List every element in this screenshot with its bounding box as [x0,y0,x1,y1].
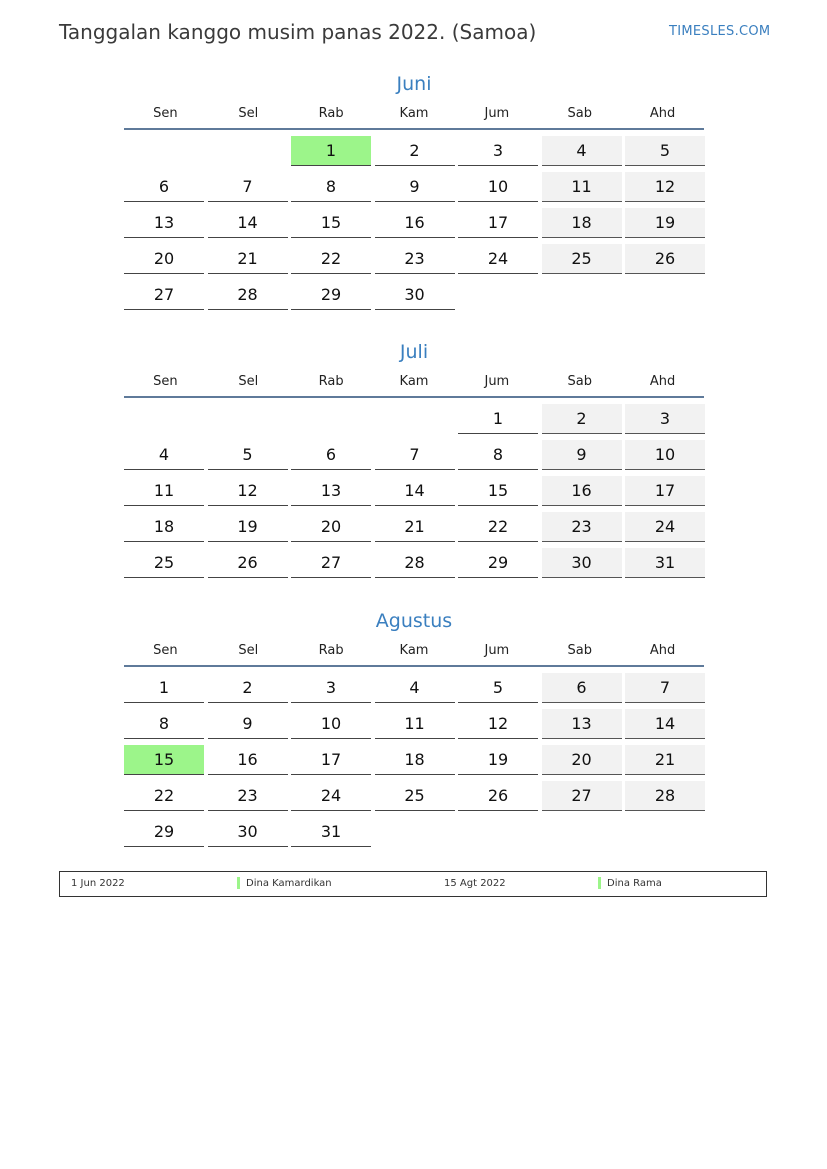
empty-day-cell [291,404,371,433]
holiday-day-cell: 1 [291,136,371,166]
day-cell: 7 [208,172,288,202]
day-cell: 30 [375,280,455,310]
day-cell: 20 [542,745,622,775]
day-cell: 31 [291,817,371,847]
day-cell: 14 [625,709,705,739]
day-cell: 7 [625,673,705,703]
day-cell: 27 [291,548,371,578]
weekday-label: Kam [399,643,429,658]
day-cell: 20 [124,244,204,274]
holiday-legend [59,871,767,897]
day-cell: 12 [625,172,705,202]
day-cell: 5 [625,136,705,166]
day-cell: 19 [458,745,538,775]
day-cell: 12 [208,476,288,506]
day-cell: 22 [458,512,538,542]
day-cell: 16 [542,476,622,506]
day-cell: 19 [208,512,288,542]
legend-label: Dina Rama [607,878,662,889]
day-cell: 29 [124,817,204,847]
day-cell: 6 [291,440,371,470]
day-cell: 4 [542,136,622,166]
day-cell: 9 [542,440,622,470]
weekday-label: Rab [318,643,344,658]
day-cell: 2 [375,136,455,166]
day-cell: 13 [124,208,204,238]
day-cell: 13 [542,709,622,739]
day-cell: 5 [458,673,538,703]
day-grid [124,398,704,578]
day-cell: 18 [124,512,204,542]
day-cell: 21 [625,745,705,775]
day-cell: 3 [625,404,705,434]
day-cell: 25 [542,244,622,274]
weekday-header [124,643,704,667]
day-cell: 23 [542,512,622,542]
day-cell: 1 [124,673,204,703]
legend-color-bar [598,877,601,889]
day-cell: 3 [458,136,538,166]
brand-link[interactable]: TIMESLES.COM [669,24,771,39]
day-cell: 16 [208,745,288,775]
weekday-label: Rab [318,374,344,389]
day-cell: 22 [124,781,204,811]
month-august [124,608,704,847]
month-name: Agustus [375,610,453,632]
day-cell: 6 [542,673,622,703]
legend-color-bar [237,877,240,889]
day-grid [124,130,704,310]
holiday-day-cell: 15 [124,745,204,775]
day-cell: 25 [124,548,204,578]
day-cell: 31 [625,548,705,578]
weekday-label: Sel [238,106,259,121]
day-cell: 30 [542,548,622,578]
day-cell: 18 [375,745,455,775]
day-cell: 27 [124,280,204,310]
day-cell: 28 [625,781,705,811]
day-cell: 15 [458,476,538,506]
day-cell: 24 [625,512,705,542]
weekday-label: Sen [153,374,178,389]
day-cell: 10 [291,709,371,739]
weekday-label: Kam [399,106,429,121]
weekday-header [124,106,704,130]
day-grid [124,667,704,847]
day-cell: 26 [208,548,288,578]
day-cell: 28 [375,548,455,578]
day-cell: 25 [375,781,455,811]
day-cell: 4 [375,673,455,703]
month-name: Juni [396,73,432,95]
empty-day-cell [375,404,455,433]
day-cell: 16 [375,208,455,238]
weekday-label: Sen [153,643,178,658]
weekday-label: Jum [484,643,510,658]
day-cell: 14 [208,208,288,238]
day-cell: 13 [291,476,371,506]
month-june [124,71,704,310]
day-cell: 23 [375,244,455,274]
day-cell: 10 [458,172,538,202]
empty-day-cell [124,136,204,165]
day-cell: 29 [458,548,538,578]
weekday-label: Ahd [649,374,676,389]
weekday-label: Sab [567,643,592,658]
legend-date: 1 Jun 2022 [71,878,125,889]
day-cell: 15 [291,208,371,238]
weekday-label: Sel [238,374,259,389]
day-cell: 8 [458,440,538,470]
weekday-label: Ahd [649,643,676,658]
day-cell: 9 [375,172,455,202]
day-cell: 8 [124,709,204,739]
day-cell: 20 [291,512,371,542]
day-cell: 10 [625,440,705,470]
day-cell: 11 [124,476,204,506]
legend-label: Dina Kamardikan [246,878,332,889]
day-cell: 19 [625,208,705,238]
legend-date: 15 Agt 2022 [444,878,506,889]
day-cell: 11 [375,709,455,739]
day-cell: 17 [458,208,538,238]
day-cell: 7 [375,440,455,470]
day-cell: 21 [375,512,455,542]
day-cell: 22 [291,244,371,274]
day-cell: 1 [458,404,538,434]
day-cell: 24 [291,781,371,811]
empty-day-cell [208,136,288,165]
day-cell: 5 [208,440,288,470]
day-cell: 9 [208,709,288,739]
day-cell: 18 [542,208,622,238]
day-cell: 26 [625,244,705,274]
day-cell: 11 [542,172,622,202]
weekday-label: Rab [318,106,344,121]
day-cell: 29 [291,280,371,310]
day-cell: 8 [291,172,371,202]
day-cell: 2 [208,673,288,703]
day-cell: 2 [542,404,622,434]
day-cell: 3 [291,673,371,703]
month-name: Juli [399,341,429,363]
day-cell: 23 [208,781,288,811]
page-title: Tanggalan kanggo musim panas 2022. (Samoa) [59,20,537,44]
weekday-label: Sab [567,106,592,121]
day-cell: 24 [458,244,538,274]
empty-day-cell [208,404,288,433]
weekday-label: Ahd [649,106,676,121]
day-cell: 14 [375,476,455,506]
weekday-header [124,374,704,398]
weekday-label: Sab [567,374,592,389]
empty-day-cell [124,404,204,433]
weekday-label: Sen [153,106,178,121]
day-cell: 26 [458,781,538,811]
day-cell: 27 [542,781,622,811]
weekday-label: Sel [238,643,259,658]
day-cell: 4 [124,440,204,470]
weekday-label: Kam [399,374,429,389]
day-cell: 17 [291,745,371,775]
day-cell: 12 [458,709,538,739]
day-cell: 6 [124,172,204,202]
month-july [124,339,704,578]
day-cell: 30 [208,817,288,847]
weekday-label: Jum [484,106,510,121]
day-cell: 17 [625,476,705,506]
day-cell: 28 [208,280,288,310]
day-cell: 21 [208,244,288,274]
weekday-label: Jum [484,374,510,389]
